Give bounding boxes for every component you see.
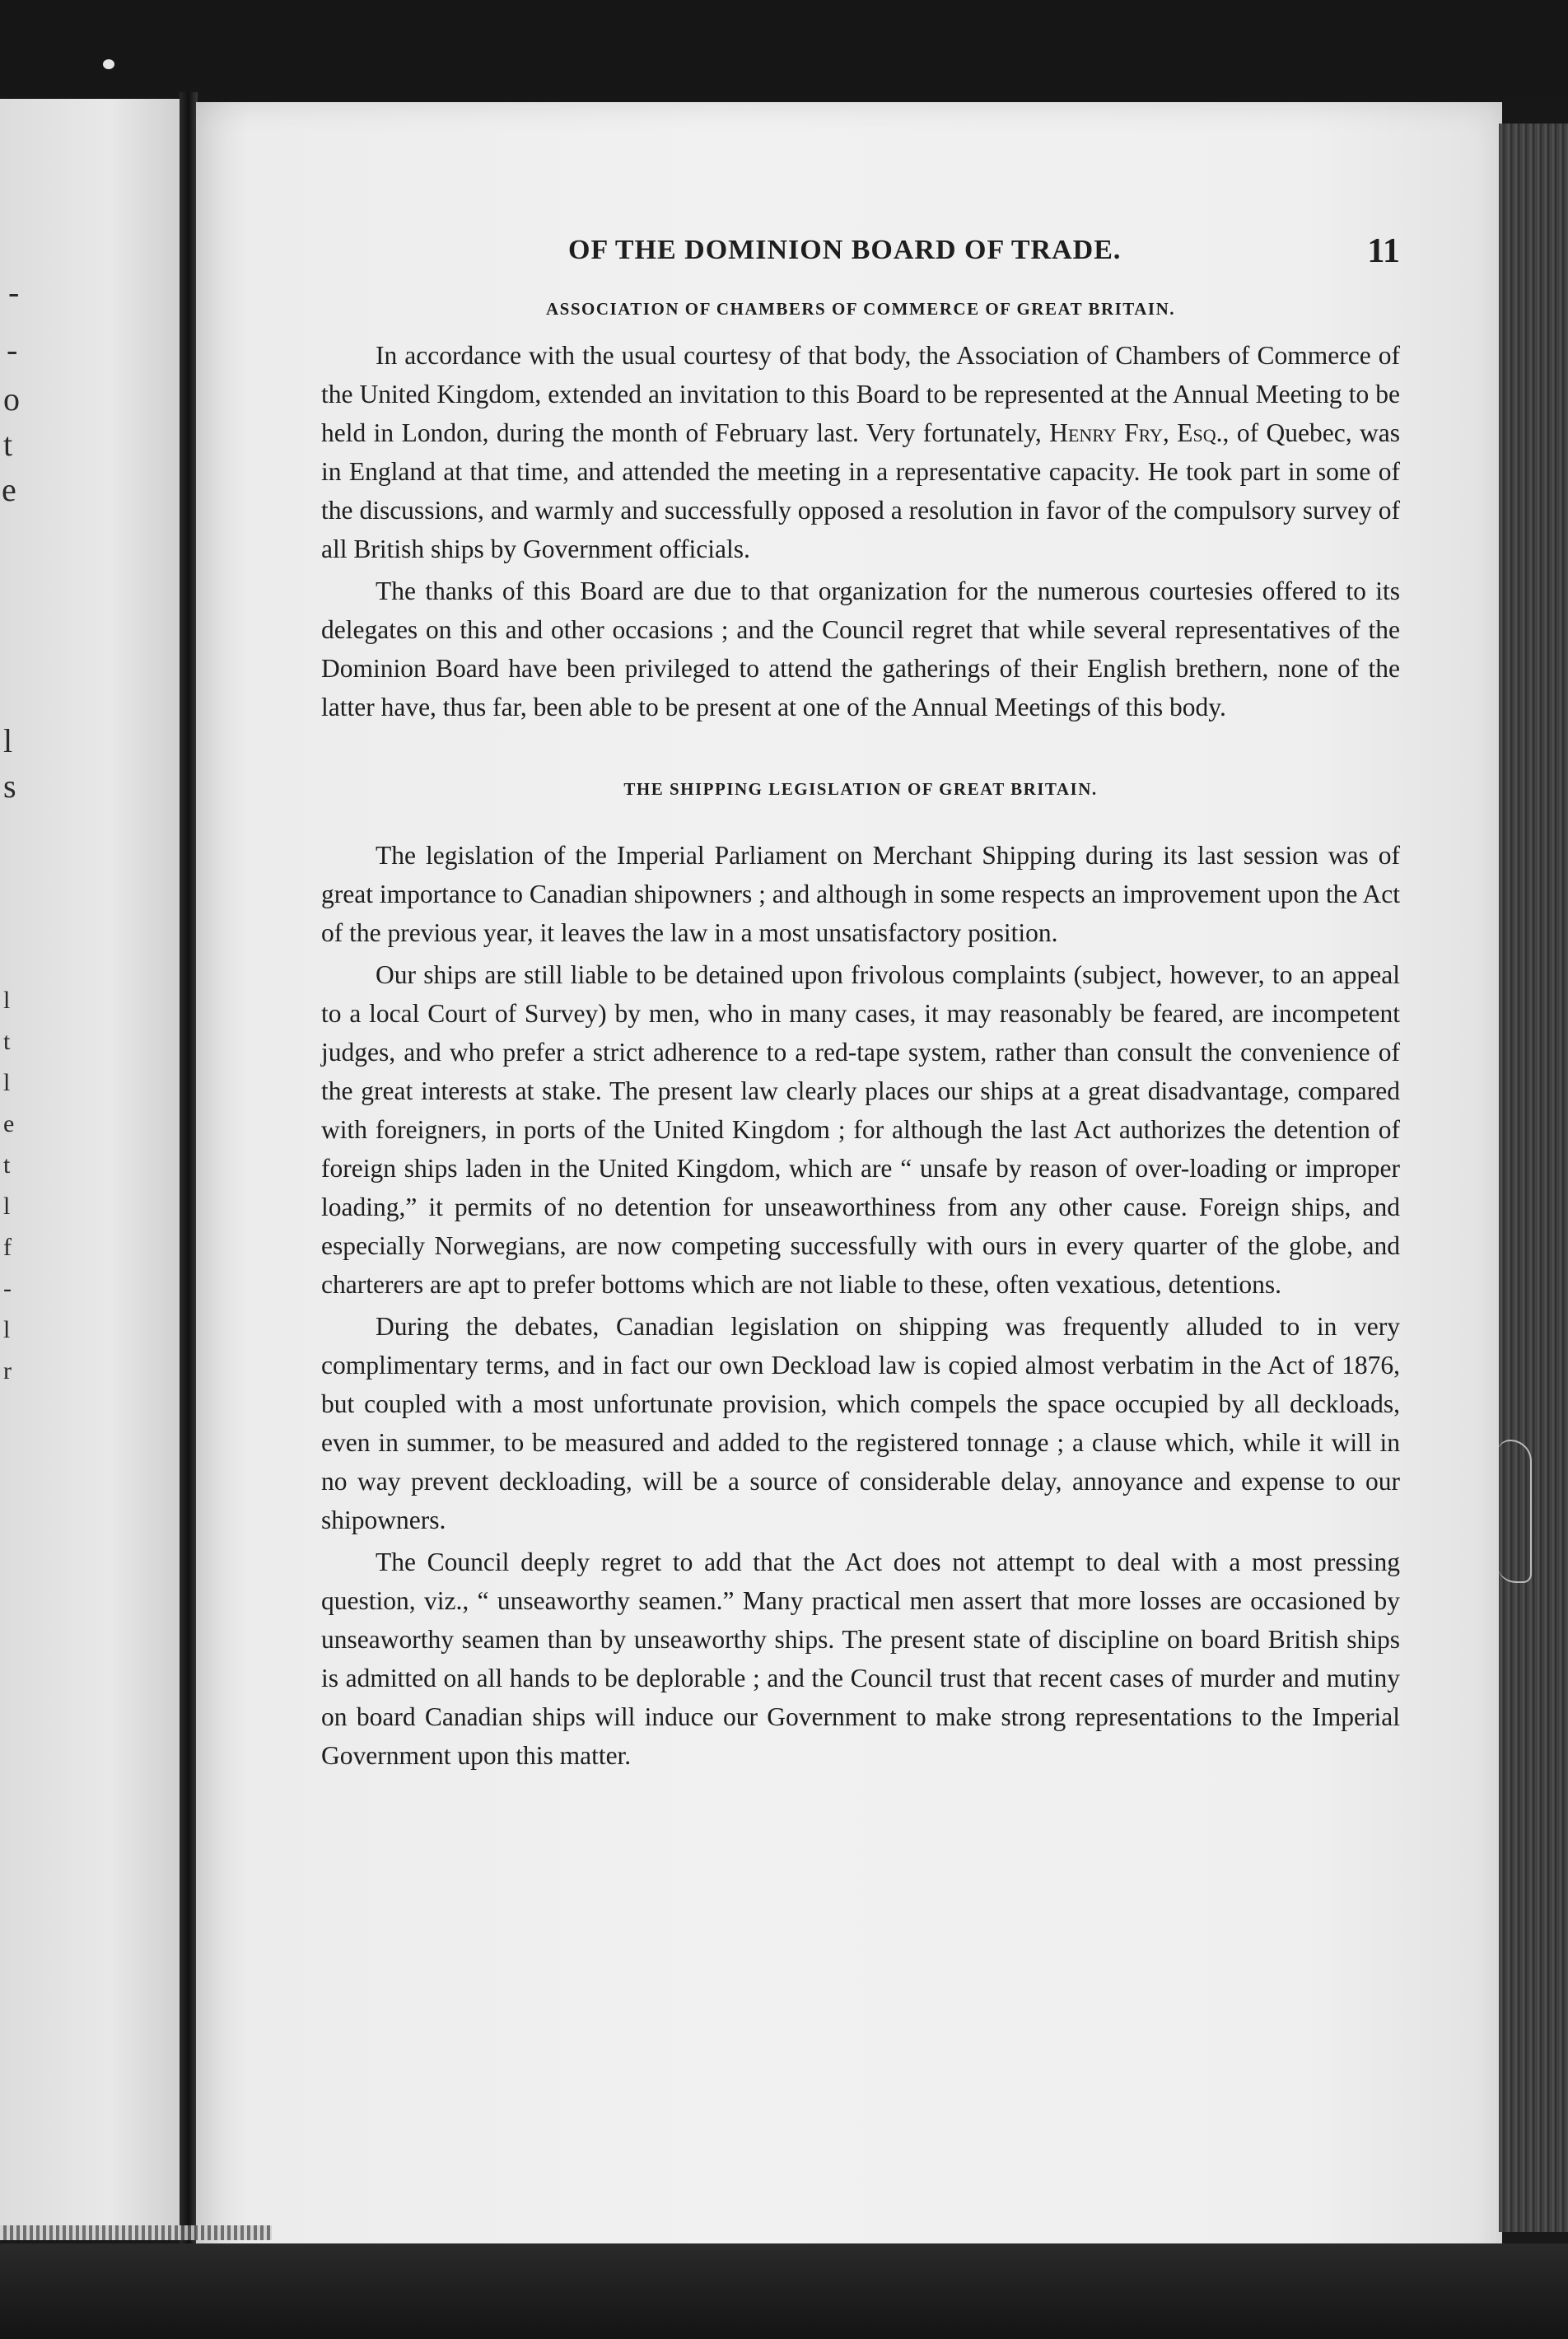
paragraph: Our ships are still liable to be detained upon frivolous complaints (subject, however, to an appeal to a local Court of Survey) by men, who in many cases, it may reasonably be feared, are incompetent judges, and who prefer a strict adherence to a red-tape system, rather than consult the convenience of the great interests at stake. The present law clearly places our ships at a great disadvantage, compared with foreigners, in ports of the United Kingdom ; for although the last Act authorizes the detention of foreign ships laden in the United Kingdom, which are “ unsafe by reason of over-loading or improper loading,” it permits of no detention for unseaworthiness from any other cause. Foreign ships, and especially Norwegians, are now competing successfully with ours in every quarter of the globe, and charterers are apt to prefer bottoms which are not liable to these, often vexatious, detentions. bbox=[321, 960, 1400, 1299]
facing-page-fragment: l bbox=[3, 1193, 11, 1220]
facing-page-fragment: e bbox=[3, 1110, 15, 1137]
facing-page-fragment: - bbox=[8, 273, 20, 310]
paragraph: During the debates, Canadian legislation on shipping was frequently alluded to in very complimentary terms, and in fact our own Deckload law is copied almost verbatim in the Act of 1876, but coupled with a most unfortunate provision, which compels the space occupied by all deckloads, even in summer, to be measured and added to the registered tonnage ; a clause which, while it will in no way prevent deckloading, will be a source of considerable delay, annoyance and expense to our shipowners. bbox=[321, 1312, 1400, 1534]
page-text-block bbox=[321, 232, 1400, 1775]
paragraph-text: , of Quebec, was in England at that time, and attended the meeting in a representative capacity. He took part in some of the discussions, and warmly and successfully opposed a resolution in favor of the compulsory survey of all British ships by Government officials. bbox=[321, 418, 1400, 563]
facing-page-fragment: r bbox=[3, 1357, 12, 1384]
running-head bbox=[321, 232, 1400, 284]
facing-page-left bbox=[0, 99, 183, 2240]
facing-page-fragment: - bbox=[7, 331, 18, 368]
section-shipping-legislation bbox=[321, 779, 1400, 1775]
facing-page-fragment: o bbox=[3, 380, 20, 418]
section-association bbox=[321, 299, 1400, 726]
running-head-title: OF THE DOMINION BOARD OF TRADE. bbox=[568, 235, 1122, 265]
facing-page-fragment: l bbox=[3, 987, 11, 1014]
scan-dust-mark bbox=[103, 59, 114, 69]
facing-page-fragment: - bbox=[3, 1275, 12, 1302]
facing-page-fragment: l bbox=[3, 1316, 11, 1343]
section-heading: ASSOCIATION OF CHAMBERS OF COMMERCE OF GREAT BRITAIN. bbox=[546, 299, 1175, 319]
facing-page-fragment: s bbox=[3, 768, 16, 805]
paragraph: The thanks of this Board are due to that organization for the numerous courtesies offered to its delegates on this and other occasions ; and the Council regret that while several representatives of the Dominion Board have been privileged to attend the gatherings of their English brethern, none of the latter have, thus far, been able to be present at one of the Annual Meetings of this body. bbox=[321, 577, 1400, 721]
facing-page-fragment: t bbox=[3, 1151, 11, 1179]
paragraph bbox=[321, 336, 1400, 568]
section-heading: THE SHIPPING LEGISLATION OF GREAT BRITAIN. bbox=[623, 779, 1098, 799]
facing-page-fragment: e bbox=[2, 471, 16, 508]
facing-page-fragment: t bbox=[3, 1028, 11, 1055]
book-gutter bbox=[180, 92, 198, 2250]
scan-calibration-strip bbox=[0, 2225, 272, 2240]
facing-page-fragment: l bbox=[3, 722, 13, 759]
facing-page-fragment: t bbox=[3, 426, 13, 463]
page-number: 11 bbox=[1367, 232, 1400, 270]
paragraph: The legislation of the Imperial Parliament on Merchant Shipping during its last session was of great importance to Canadian shipowners ; and although in some respects an improvement upon the Act of the previous year, it leaves the law in a most unsatisfactory position. bbox=[321, 841, 1400, 947]
person-name: Henry Fry, Esq. bbox=[1049, 418, 1223, 447]
page-edge-stack bbox=[1499, 124, 1568, 2232]
facing-page-fragment: f bbox=[3, 1234, 12, 1261]
paragraph-text: In accordance with the usual courtesy of that body, the Association of Chambers of Commerce of the United Kingdom, extended an invitation to this Board to be represented at the Annual Meeting to be held in London, during the month of February last. Very fortunately, bbox=[321, 341, 1400, 447]
scanner-bottom-edge bbox=[0, 2243, 1568, 2339]
margin-thread-mark bbox=[1497, 1440, 1532, 1583]
facing-page-fragment: l bbox=[3, 1069, 11, 1096]
paragraph: The Council deeply regret to add that the Act does not attempt to deal with a most pressing question, viz., “ unseaworthy seamen.” Many practical men assert that more losses are occasioned by unseaworthy seamen than by unseaworthy ships. The present state of discipline on board British ships is admitted on all hands to be deplorable ; and the Council trust that recent cases of murder and mutiny on board Canadian ships will induce our Government to make strong representations to the Imperial Government upon this matter. bbox=[321, 1548, 1400, 1770]
